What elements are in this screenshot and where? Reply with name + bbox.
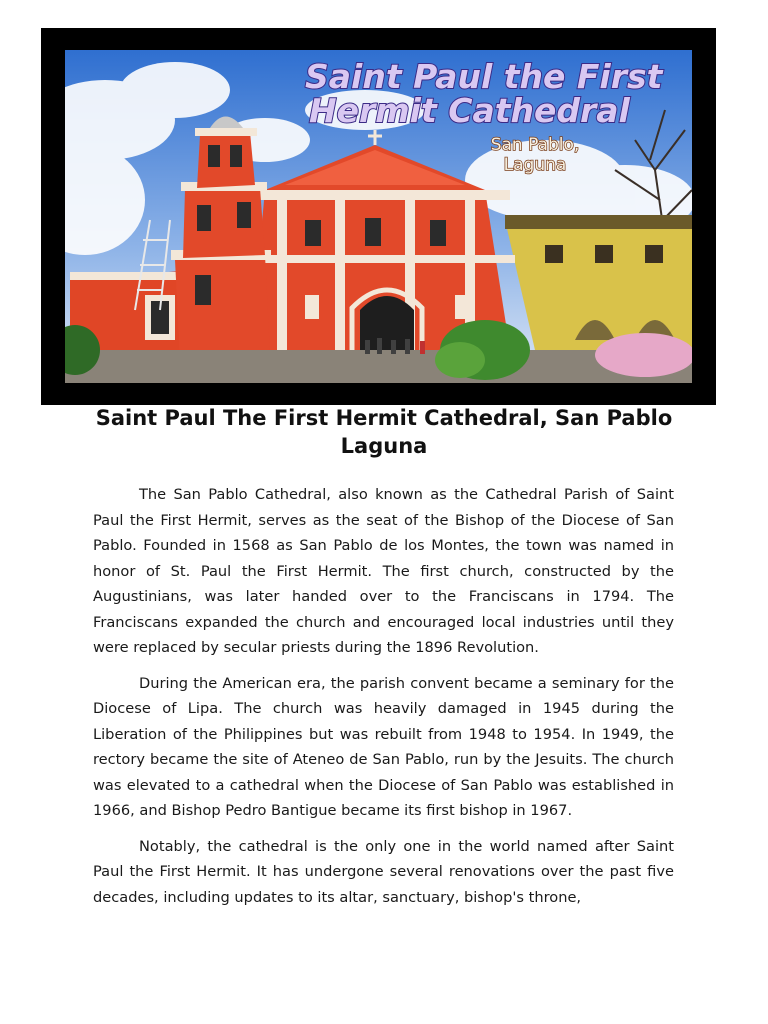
overlay-title-line1: Saint Paul the First xyxy=(305,57,663,96)
overlay-title-line2: Hermit Cathedral xyxy=(309,91,630,130)
document-body xyxy=(93,482,674,920)
overlay-title xyxy=(305,57,664,130)
paragraph-2: During the American era, the parish convent became a seminary for the Diocese of Lipa. The church was heavily damaged in 1945 during the Liberation of the Philippines but was rebuilt from 1948 to 1954. In 1949, the rectory became the site of Ateneo de San Pablo, run by the Jesuits. The church was elevated to a cathedral when the Diocese of San Pablo was established in 1966, and Bishop Pedro Bantigue became its first bishop in 1967. xyxy=(93,674,674,819)
overlay-location-line1: San Pablo, xyxy=(490,135,580,155)
yellow-building xyxy=(505,215,692,350)
banner-frame xyxy=(41,28,716,405)
cathedral-illustration xyxy=(65,50,692,383)
paragraph-1: The San Pablo Cathedral, also known as the Cathedral Parish of Saint Paul the First Hermit, serves as the seat of the Bishop of the Diocese of San Pablo. Founded in 1568 as San Pablo de los Montes, the town was named in honor of St. Paul the First Hermit. The first church, constructed by the Augustinians, was later handed over to the Franciscans in 1794. The Franciscans expanded the church and encouraged local industries until they were replaced by secular priests during the 1896 Revolution. xyxy=(93,486,674,656)
overlay-location xyxy=(491,135,580,175)
cathedral-photo xyxy=(65,50,692,383)
paragraph-3: Notably, the cathedral is the only one in the world named after Saint Paul the First Hermit. It has undergone several renovations over the past five decades, including updates to its altar, sanctuary, bishop's throne, xyxy=(93,837,674,906)
document-title: Saint Paul The First Hermit Cathedral, San Pablo Laguna xyxy=(95,406,673,458)
overlay-location-line2: Laguna xyxy=(503,155,567,175)
